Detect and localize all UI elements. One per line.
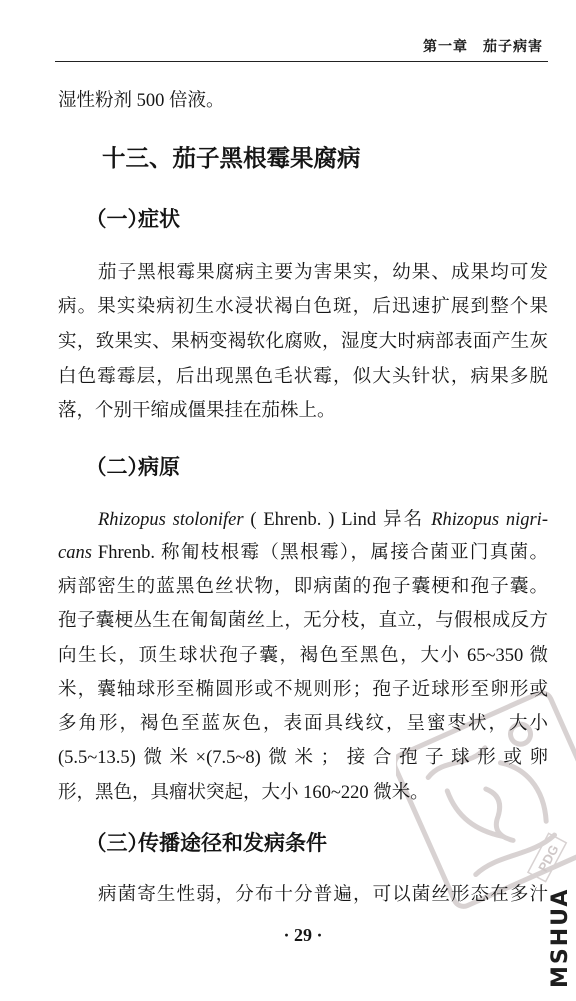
species-name: Rhizopus nigri- <box>431 510 548 530</box>
subsection-heading-pathogen: （二）病原 <box>96 455 180 479</box>
paragraph-line: 茄子黑根霉果腐病主要为害果实，幼果、成果均可发 <box>98 263 548 283</box>
paragraph-line: 白色霉霉层，后出现黑色毛状霉，似大头针状，病果多脱 <box>58 367 548 387</box>
paragraph-line: 形，黑色，具瘤状突起，大小 160~220 微米。 <box>58 783 429 803</box>
running-header: 第一章 茄子病害 <box>423 39 543 55</box>
paragraph-line: 实，致果实、果柄变褐软化腐败，湿度大时病部表面产生灰 <box>58 332 548 352</box>
authority-text: ( Ehrenb. ) Lind 异名 <box>243 510 432 530</box>
paragraph-line: 病部密生的蓝黑色丝状物，即病菌的孢子囊梗和孢子囊。 <box>58 577 548 597</box>
header-rule <box>55 61 548 62</box>
subsection-heading-symptoms: （一）症状 <box>96 207 180 231</box>
paragraph-line: 病菌寄生性弱，分布十分普遍，可以菌丝形态在多汁 <box>98 885 548 905</box>
paragraph-line: 米，囊轴球形至椭圆形或不规则形；孢子近球形至卵形或 <box>58 680 548 700</box>
section-heading: 十三、茄子黑根霉果腐病 <box>102 144 361 172</box>
paragraph-line: 病。果实染病初生水浸状褐白色斑，后迅速扩展到整个果 <box>58 297 548 317</box>
side-watermark: MSHUA <box>548 887 573 989</box>
seal-watermark-text: PDG <box>535 842 562 875</box>
paragraph-line: 向生长，顶生球状孢子囊，褐色至黑色，大小 65~350 微 <box>58 646 548 666</box>
paragraph-line: (5.5~13.5)微米×(7.5~8)微米；接合孢子球形或卵 <box>58 748 548 768</box>
species-name: cans <box>58 543 92 563</box>
paragraph-line: 孢子囊梗丛生在匍匐菌丝上，无分枝，直立，与假根成反方 <box>58 611 548 631</box>
paragraph-line <box>98 503 548 537</box>
description-text: Fhrenb. 称匍枝根霉（黑根霉），属接合菌亚门真菌。 <box>91 543 548 563</box>
paragraph-line <box>58 536 548 570</box>
species-name: Rhizopus stolonifer <box>98 510 244 530</box>
carryover-line: 湿性粉剂 500 倍液。 <box>58 91 225 111</box>
subsection-heading-transmission: （三）传播途径和发病条件 <box>96 831 327 855</box>
page-number: · 29 · <box>283 925 323 945</box>
paragraph-line: 多角形，褐色至蓝灰色，表面具线纹，呈蜜枣状，大小 <box>58 714 548 734</box>
paragraph-line: 落，个别干缩成僵果挂在茄株上。 <box>58 401 336 421</box>
